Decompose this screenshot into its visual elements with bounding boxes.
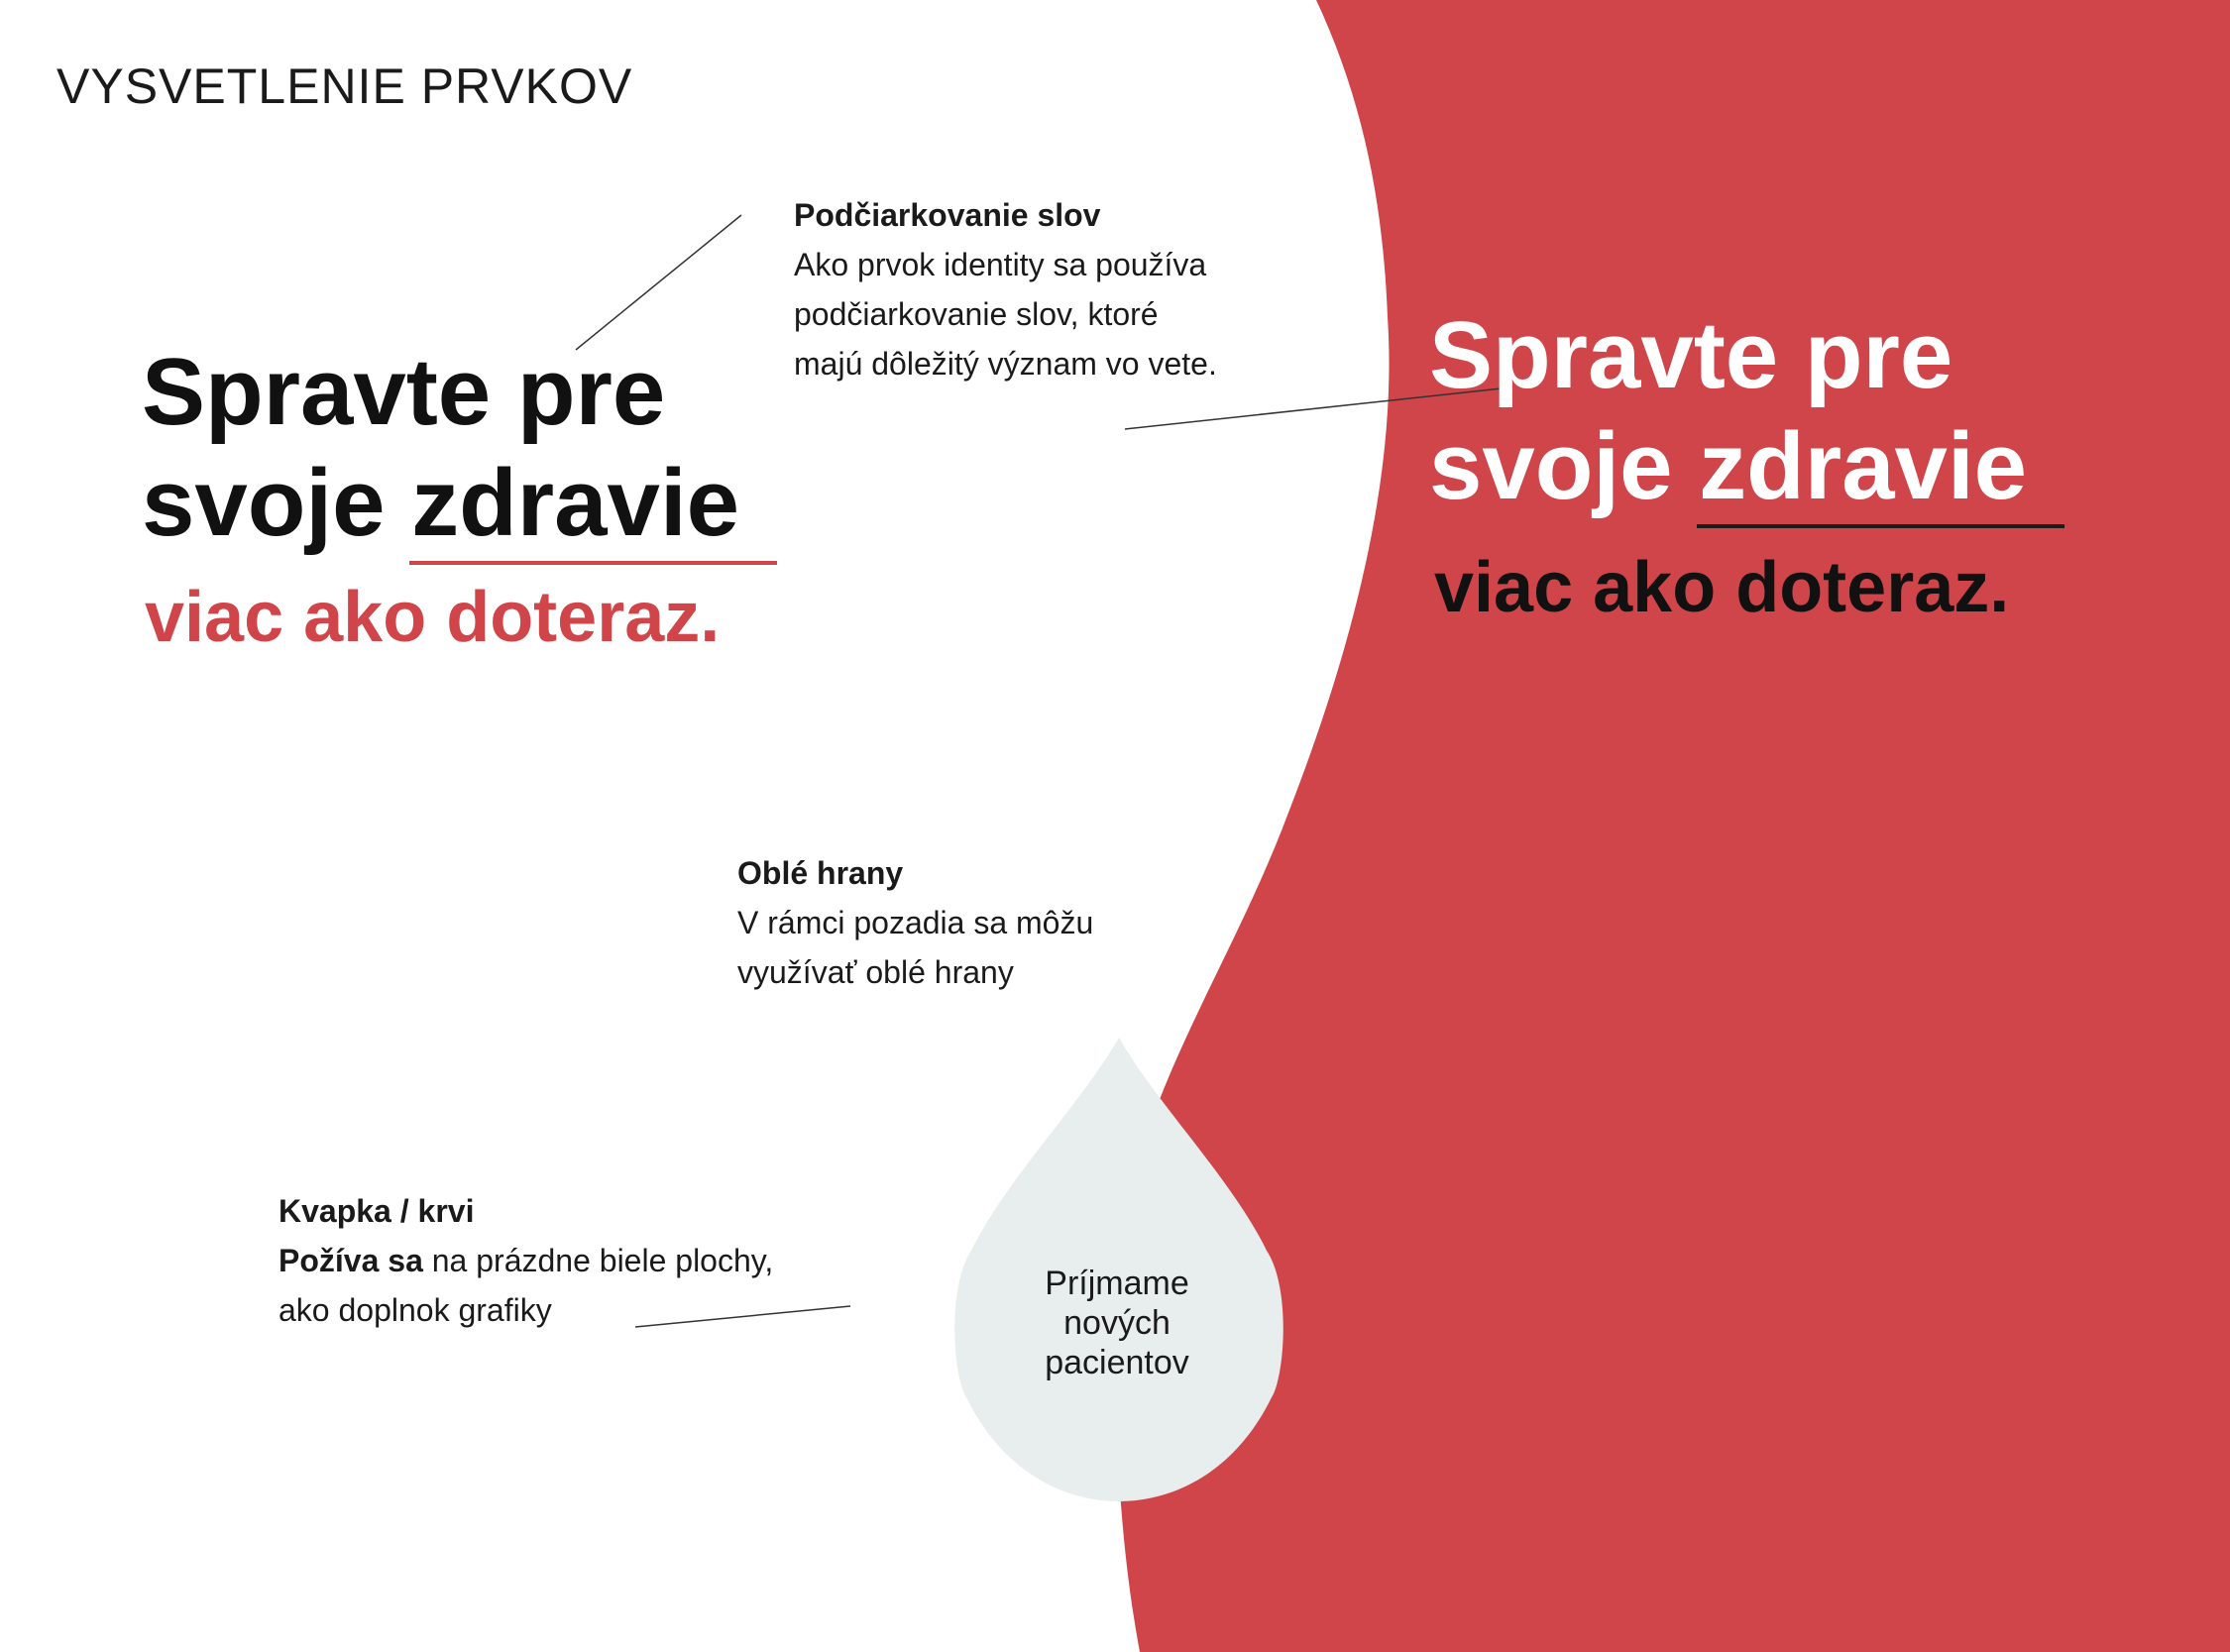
word-underline — [409, 561, 777, 565]
underlined-word: zdravie — [411, 448, 739, 559]
note-blood-drop — [279, 1186, 893, 1335]
drop-label — [998, 1264, 1236, 1382]
headline-sample-white-bg — [142, 337, 739, 559]
note-underline — [794, 190, 1349, 388]
note-text-line: využívať oblé hrany — [737, 954, 1014, 990]
note-text-line: Ako prvok identity sa používa — [794, 247, 1207, 282]
note-text-line: V rámci pozadia sa môžu — [737, 905, 1094, 940]
note-text-line: majú dôležitý význam vo vete. — [794, 346, 1217, 382]
drop-label-line: Príjmame — [1045, 1265, 1189, 1302]
note-text-line: ako doplnok grafiky — [279, 1292, 552, 1328]
headline-line-1: Spravte pre — [1429, 302, 1953, 408]
note-text-line — [279, 1236, 893, 1285]
headline-line-2 — [1429, 411, 2027, 522]
headline-subline: viac ako doteraz. — [145, 578, 721, 657]
note-bold-prefix: Požíva sa — [279, 1243, 423, 1278]
headline-line-2 — [142, 448, 739, 559]
note-text-line: podčiarkovanie slov, ktoré — [794, 296, 1159, 332]
note-title: Podčiarkovanie slov — [794, 197, 1101, 233]
underlined-word: zdravie — [1699, 411, 2027, 522]
note-title: Oblé hrany — [737, 855, 904, 891]
word-underline — [1697, 524, 2064, 528]
note-rounded-edges — [737, 848, 1193, 997]
headline-subline: viac ako doteraz. — [1434, 548, 2010, 627]
headline-word-prefix: svoje — [1429, 413, 1673, 519]
pointer-line-underline-left — [576, 215, 741, 350]
drop-label-line: nových — [1063, 1304, 1171, 1342]
note-title: Kvapka / krvi — [279, 1193, 475, 1229]
note-text-rest: na prázdne biele plochy, — [422, 1243, 774, 1278]
headline-line-1: Spravte pre — [142, 339, 666, 445]
page-title: VYSVETLENIE PRVKOV — [56, 58, 633, 114]
headline-word-prefix: svoje — [142, 450, 386, 556]
drop-label-line: pacientov — [1045, 1344, 1189, 1381]
headline-sample-red-bg — [1429, 300, 2027, 522]
